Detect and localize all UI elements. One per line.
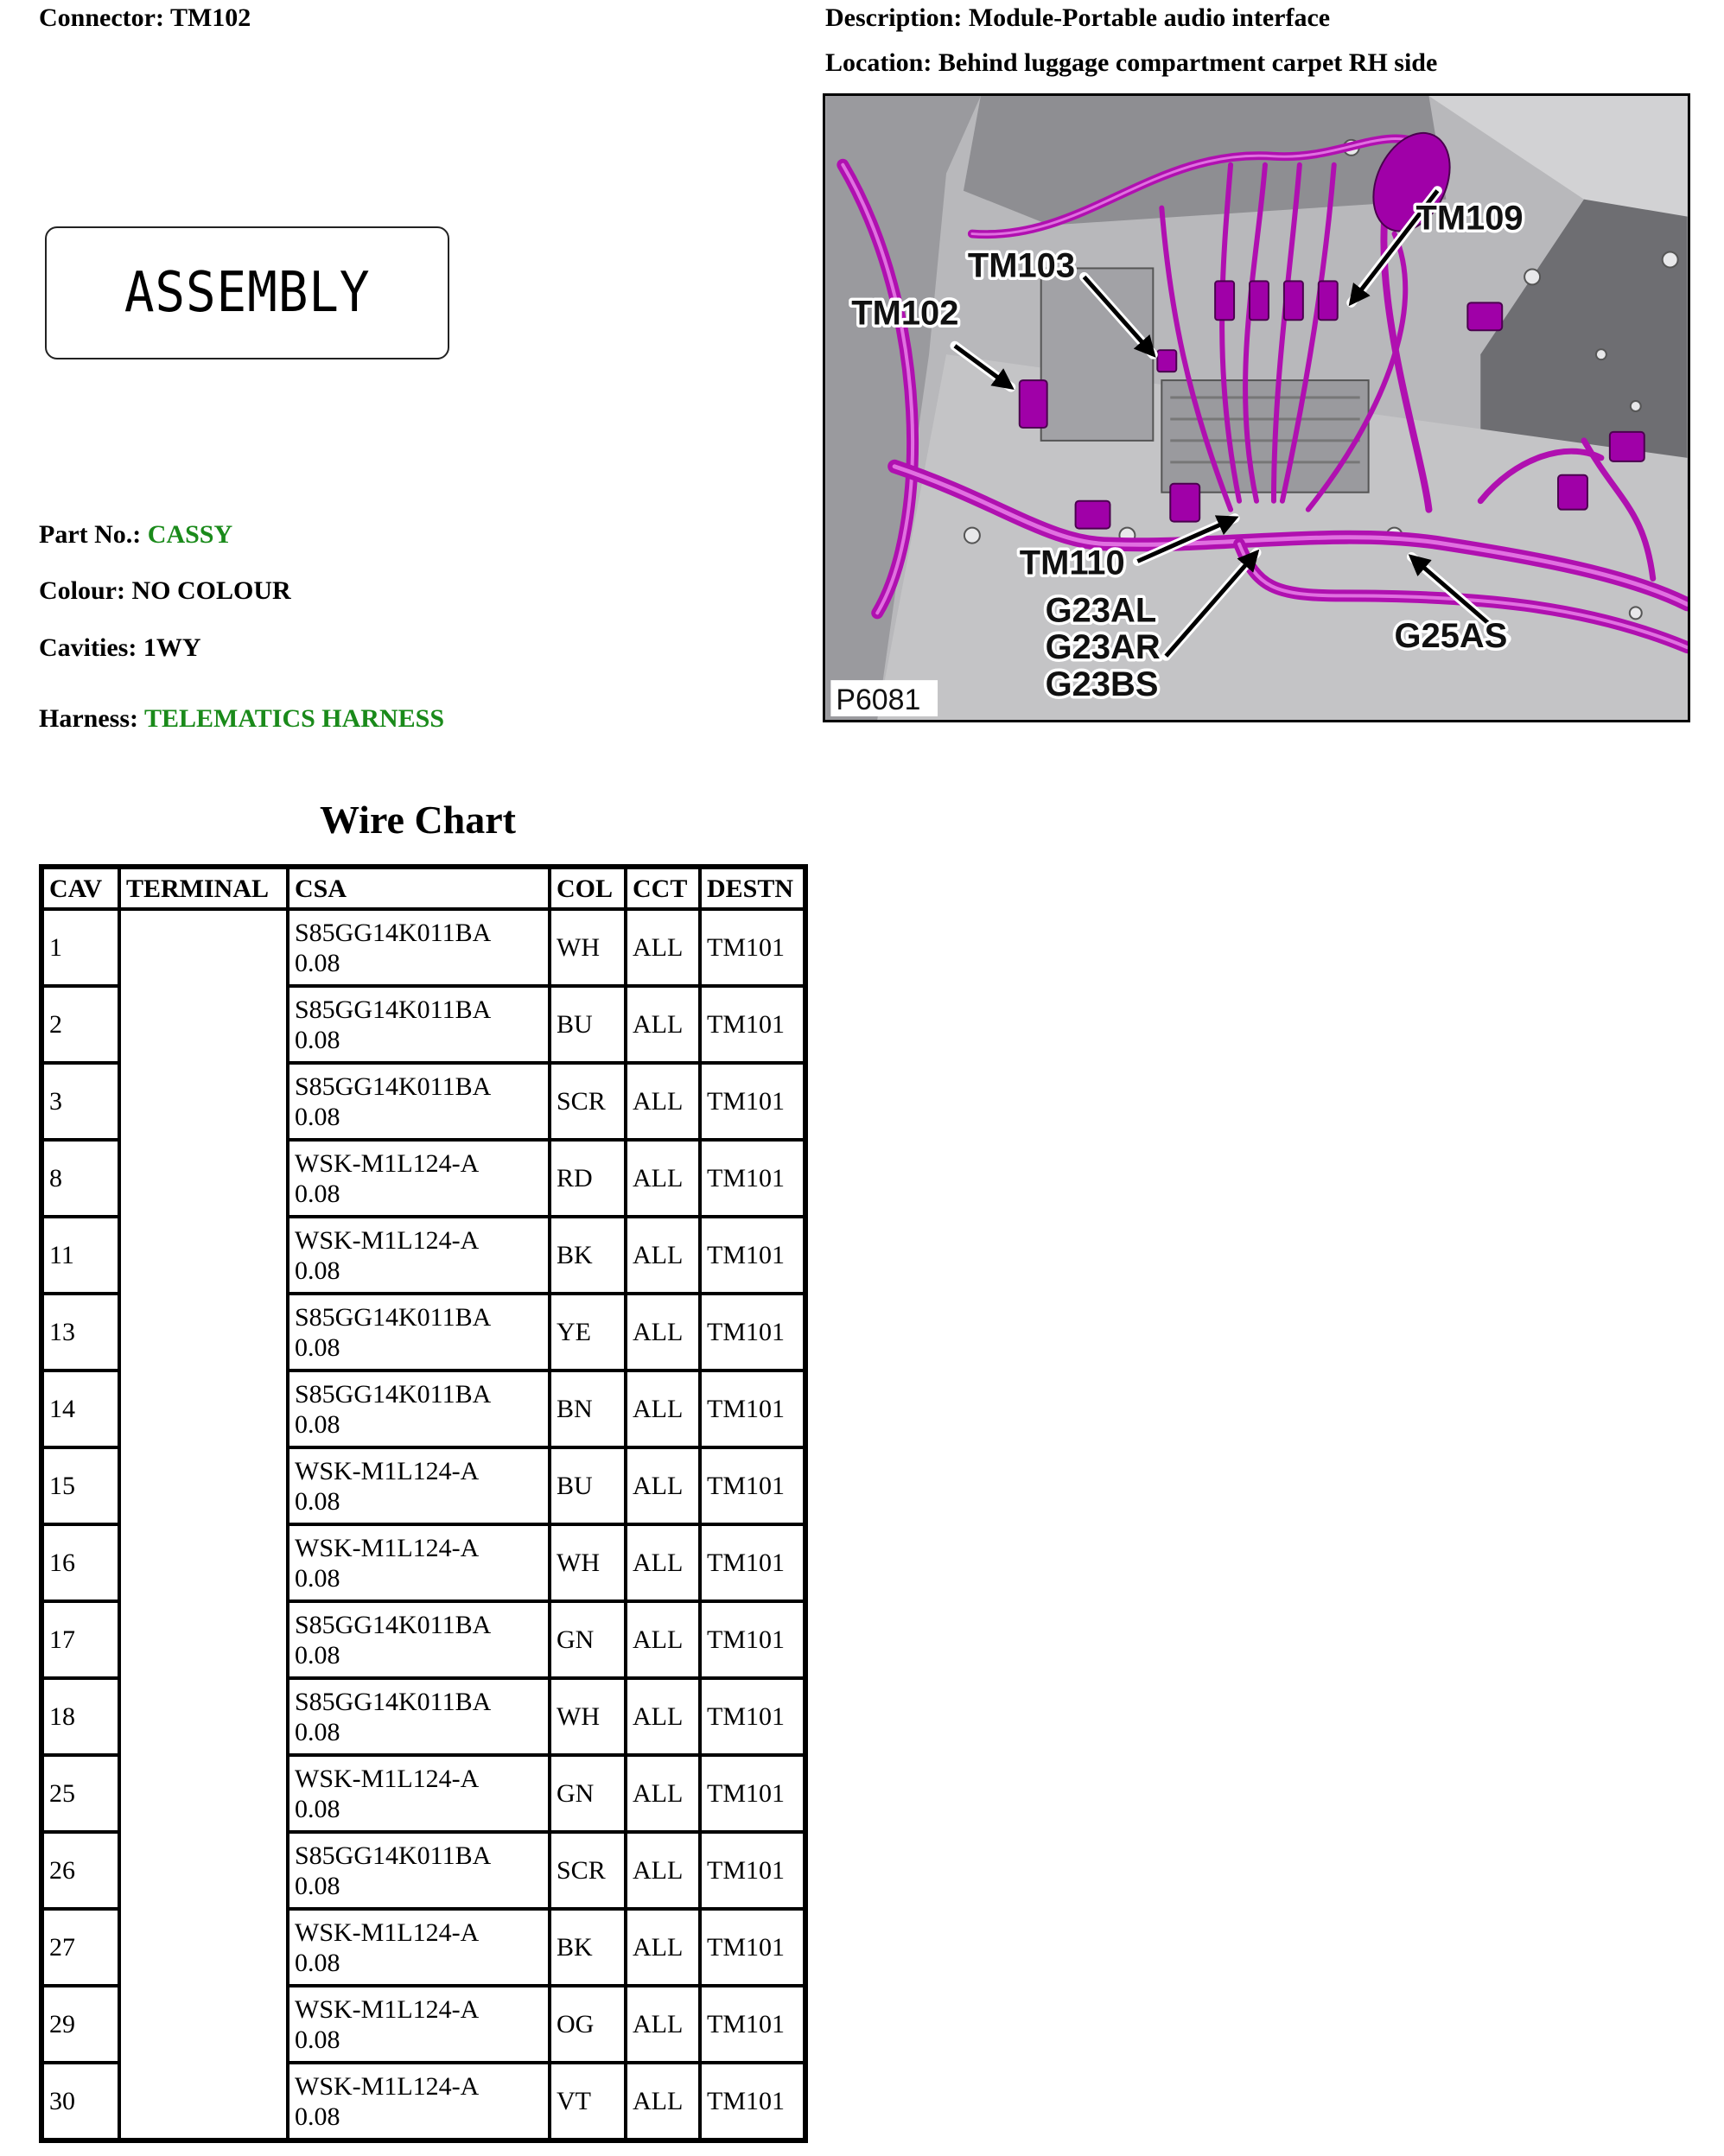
cav-cell: 15 bbox=[42, 1447, 119, 1524]
csa-size: 0.08 bbox=[295, 1179, 340, 1208]
destn-cell: TM101 bbox=[700, 1217, 805, 1294]
part-no-link[interactable]: CASSY bbox=[147, 520, 233, 549]
col-cell: WH bbox=[550, 909, 626, 986]
connector-label: Connector: bbox=[39, 3, 164, 32]
description-label: Description: bbox=[825, 3, 963, 32]
cct-cell: ALL bbox=[626, 1524, 700, 1601]
callout-g25as: G25AS bbox=[1394, 617, 1508, 656]
csa-size: 0.08 bbox=[295, 1794, 340, 1823]
destn-cell: TM101 bbox=[700, 1063, 805, 1140]
callout-tm110: TM110 bbox=[1019, 544, 1125, 582]
col-cell: VT bbox=[550, 2063, 626, 2140]
col-cell: SCR bbox=[550, 1063, 626, 1140]
terminal-cell bbox=[119, 1371, 288, 1447]
csa-cell bbox=[288, 1371, 550, 1447]
header-cct: CCT bbox=[626, 868, 700, 909]
col-cell: WH bbox=[550, 1524, 626, 1601]
csa-cell bbox=[288, 1755, 550, 1832]
assembly-text: ASSEMBLY bbox=[124, 261, 371, 325]
col-cell: BU bbox=[550, 986, 626, 1063]
header-cav: CAV bbox=[42, 868, 119, 909]
csa-part: S85GG14K011BA bbox=[295, 1841, 492, 1870]
col-cell: BN bbox=[550, 1371, 626, 1447]
csa-part: WSK-M1L124-A bbox=[295, 1225, 480, 1255]
cavities-value: 1WY bbox=[143, 633, 201, 662]
table-row bbox=[42, 1294, 805, 1371]
cav-cell: 11 bbox=[42, 1217, 119, 1294]
wire-chart-table bbox=[39, 864, 808, 2143]
table-row bbox=[42, 2063, 805, 2140]
cavities-line bbox=[39, 633, 200, 663]
csa-part: S85GG14K011BA bbox=[295, 995, 492, 1024]
csa-size: 0.08 bbox=[295, 948, 340, 977]
cct-cell: ALL bbox=[626, 909, 700, 986]
cct-cell: ALL bbox=[626, 1755, 700, 1832]
cct-cell: ALL bbox=[626, 1294, 700, 1371]
csa-size: 0.08 bbox=[295, 1256, 340, 1285]
destn-cell: TM101 bbox=[700, 1678, 805, 1755]
csa-part: WSK-M1L124-A bbox=[295, 1994, 480, 2024]
cct-cell: ALL bbox=[626, 1063, 700, 1140]
cct-cell: ALL bbox=[626, 2063, 700, 2140]
callout-tm103: TM103 bbox=[967, 246, 1076, 285]
terminal-cell bbox=[119, 1217, 288, 1294]
location-illustration bbox=[823, 93, 1690, 722]
terminal-cell bbox=[119, 1909, 288, 1986]
cct-cell: ALL bbox=[626, 1986, 700, 2063]
wire-chart-header-row bbox=[42, 868, 805, 909]
col-cell: RD bbox=[550, 1140, 626, 1217]
csa-size: 0.08 bbox=[295, 1948, 340, 1977]
col-cell: GN bbox=[550, 1601, 626, 1678]
figure-code: P6081 bbox=[836, 684, 921, 717]
cav-cell: 14 bbox=[42, 1371, 119, 1447]
col-cell: BK bbox=[550, 1909, 626, 1986]
cav-cell: 25 bbox=[42, 1755, 119, 1832]
table-row bbox=[42, 1140, 805, 1217]
table-row bbox=[42, 1524, 805, 1601]
csa-part: S85GG14K011BA bbox=[295, 1072, 492, 1101]
location-label: Location: bbox=[825, 48, 932, 77]
csa-size: 0.08 bbox=[295, 1409, 340, 1439]
csa-part: S85GG14K011BA bbox=[295, 1302, 492, 1332]
destn-cell: TM101 bbox=[700, 1524, 805, 1601]
csa-part: WSK-M1L124-A bbox=[295, 1918, 480, 1947]
connector-line bbox=[39, 3, 251, 33]
csa-cell bbox=[288, 1140, 550, 1217]
csa-cell bbox=[288, 1063, 550, 1140]
cav-cell: 26 bbox=[42, 1832, 119, 1909]
assembly-box bbox=[45, 226, 449, 359]
csa-size: 0.08 bbox=[295, 1025, 340, 1054]
csa-size: 0.08 bbox=[295, 1871, 340, 1900]
col-cell: GN bbox=[550, 1755, 626, 1832]
destn-cell: TM101 bbox=[700, 1601, 805, 1678]
cav-cell: 16 bbox=[42, 1524, 119, 1601]
col-cell: BU bbox=[550, 1447, 626, 1524]
location-value: Behind luggage compartment carpet RH side bbox=[938, 48, 1438, 77]
csa-part: WSK-M1L124-A bbox=[295, 1456, 480, 1485]
connector-value: TM102 bbox=[169, 3, 251, 32]
table-row bbox=[42, 1601, 805, 1678]
csa-part: S85GG14K011BA bbox=[295, 918, 492, 947]
csa-cell bbox=[288, 2063, 550, 2140]
part-no-line bbox=[39, 520, 232, 550]
terminal-cell bbox=[119, 1294, 288, 1371]
terminal-cell bbox=[119, 1601, 288, 1678]
cav-cell: 30 bbox=[42, 2063, 119, 2140]
csa-cell bbox=[288, 1294, 550, 1371]
wire-chart-title: Wire Chart bbox=[320, 798, 516, 842]
col-cell: BK bbox=[550, 1217, 626, 1294]
location-line bbox=[825, 48, 1437, 78]
table-row bbox=[42, 1678, 805, 1755]
csa-size: 0.08 bbox=[295, 2025, 340, 2054]
cct-cell: ALL bbox=[626, 1678, 700, 1755]
destn-cell: TM101 bbox=[700, 1371, 805, 1447]
callout-tm109: TM109 bbox=[1415, 199, 1524, 238]
header-col: COL bbox=[550, 868, 626, 909]
terminal-cell bbox=[119, 1678, 288, 1755]
cavities-label: Cavities: bbox=[39, 633, 137, 662]
csa-cell bbox=[288, 1832, 550, 1909]
csa-cell bbox=[288, 1601, 550, 1678]
csa-part: WSK-M1L124-A bbox=[295, 1764, 480, 1793]
harness-line bbox=[39, 704, 444, 734]
description-line bbox=[825, 3, 1330, 33]
csa-part: S85GG14K011BA bbox=[295, 1687, 492, 1716]
wire-chart-body bbox=[42, 909, 805, 2140]
terminal-cell bbox=[119, 1524, 288, 1601]
harness-link[interactable]: TELEMATICS HARNESS bbox=[143, 704, 445, 733]
table-row bbox=[42, 1371, 805, 1447]
terminal-cell bbox=[119, 1447, 288, 1524]
csa-size: 0.08 bbox=[295, 1717, 340, 1746]
destn-cell: TM101 bbox=[700, 1140, 805, 1217]
csa-size: 0.08 bbox=[295, 1640, 340, 1669]
csa-cell bbox=[288, 1217, 550, 1294]
cav-cell: 18 bbox=[42, 1678, 119, 1755]
table-row bbox=[42, 1986, 805, 2063]
callout-g23al: G23AL bbox=[1045, 591, 1157, 630]
cct-cell: ALL bbox=[626, 1909, 700, 1986]
cav-cell: 29 bbox=[42, 1986, 119, 2063]
callout-tm102: TM102 bbox=[851, 294, 959, 333]
destn-cell: TM101 bbox=[700, 986, 805, 1063]
csa-size: 0.08 bbox=[295, 2102, 340, 2131]
cav-cell: 8 bbox=[42, 1140, 119, 1217]
csa-size: 0.08 bbox=[295, 1332, 340, 1362]
csa-cell bbox=[288, 1986, 550, 2063]
csa-part: S85GG14K011BA bbox=[295, 1610, 492, 1639]
table-row bbox=[42, 1447, 805, 1524]
description-value: Module-Portable audio interface bbox=[968, 3, 1331, 32]
cav-cell: 17 bbox=[42, 1601, 119, 1678]
destn-cell: TM101 bbox=[700, 909, 805, 986]
table-row bbox=[42, 1755, 805, 1832]
part-no-label: Part No.: bbox=[39, 520, 142, 549]
table-row bbox=[42, 909, 805, 986]
table-row bbox=[42, 1217, 805, 1294]
destn-cell: TM101 bbox=[700, 1755, 805, 1832]
harness-label: Harness: bbox=[39, 704, 138, 733]
csa-cell bbox=[288, 1524, 550, 1601]
csa-cell bbox=[288, 986, 550, 1063]
terminal-cell bbox=[119, 1063, 288, 1140]
cct-cell: ALL bbox=[626, 1601, 700, 1678]
colour-line bbox=[39, 576, 291, 606]
cct-cell: ALL bbox=[626, 1371, 700, 1447]
cav-cell: 1 bbox=[42, 909, 119, 986]
header-terminal: TERMINAL bbox=[119, 868, 288, 909]
table-row bbox=[42, 1909, 805, 1986]
cct-cell: ALL bbox=[626, 1217, 700, 1294]
terminal-cell bbox=[119, 986, 288, 1063]
header-destn: DESTN bbox=[700, 868, 805, 909]
csa-part: WSK-M1L124-A bbox=[295, 2071, 480, 2101]
csa-size: 0.08 bbox=[295, 1486, 340, 1516]
cav-cell: 27 bbox=[42, 1909, 119, 1986]
col-cell: WH bbox=[550, 1678, 626, 1755]
table-row bbox=[42, 1063, 805, 1140]
col-cell: YE bbox=[550, 1294, 626, 1371]
csa-part: WSK-M1L124-A bbox=[295, 1533, 480, 1562]
cct-cell: ALL bbox=[626, 1832, 700, 1909]
terminal-cell bbox=[119, 2063, 288, 2140]
colour-value: NO COLOUR bbox=[131, 576, 291, 605]
terminal-cell bbox=[119, 1832, 288, 1909]
header-csa: CSA bbox=[288, 868, 550, 909]
col-cell: OG bbox=[550, 1986, 626, 2063]
destn-cell: TM101 bbox=[700, 1909, 805, 1986]
callout-g23ar: G23AR bbox=[1045, 628, 1161, 667]
destn-cell: TM101 bbox=[700, 1986, 805, 2063]
csa-cell bbox=[288, 1909, 550, 1986]
terminal-cell bbox=[119, 1755, 288, 1832]
terminal-cell bbox=[119, 1986, 288, 2063]
col-cell: SCR bbox=[550, 1832, 626, 1909]
csa-cell bbox=[288, 1447, 550, 1524]
cct-cell: ALL bbox=[626, 986, 700, 1063]
table-row bbox=[42, 986, 805, 1063]
callout-g23bs: G23BS bbox=[1045, 665, 1159, 704]
destn-cell: TM101 bbox=[700, 1447, 805, 1524]
location-illustration-svg bbox=[825, 96, 1688, 720]
cav-cell: 3 bbox=[42, 1063, 119, 1140]
table-row bbox=[42, 1832, 805, 1909]
terminal-cell bbox=[119, 909, 288, 986]
cct-cell: ALL bbox=[626, 1447, 700, 1524]
cav-cell: 13 bbox=[42, 1294, 119, 1371]
csa-part: WSK-M1L124-A bbox=[295, 1148, 480, 1178]
cav-cell: 2 bbox=[42, 986, 119, 1063]
destn-cell: TM101 bbox=[700, 2063, 805, 2140]
csa-part: S85GG14K011BA bbox=[295, 1379, 492, 1409]
csa-cell bbox=[288, 1678, 550, 1755]
destn-cell: TM101 bbox=[700, 1832, 805, 1909]
csa-cell bbox=[288, 909, 550, 986]
cct-cell: ALL bbox=[626, 1140, 700, 1217]
terminal-cell bbox=[119, 1140, 288, 1217]
csa-size: 0.08 bbox=[295, 1102, 340, 1131]
destn-cell: TM101 bbox=[700, 1294, 805, 1371]
csa-size: 0.08 bbox=[295, 1563, 340, 1593]
colour-label: Colour: bbox=[39, 576, 125, 605]
